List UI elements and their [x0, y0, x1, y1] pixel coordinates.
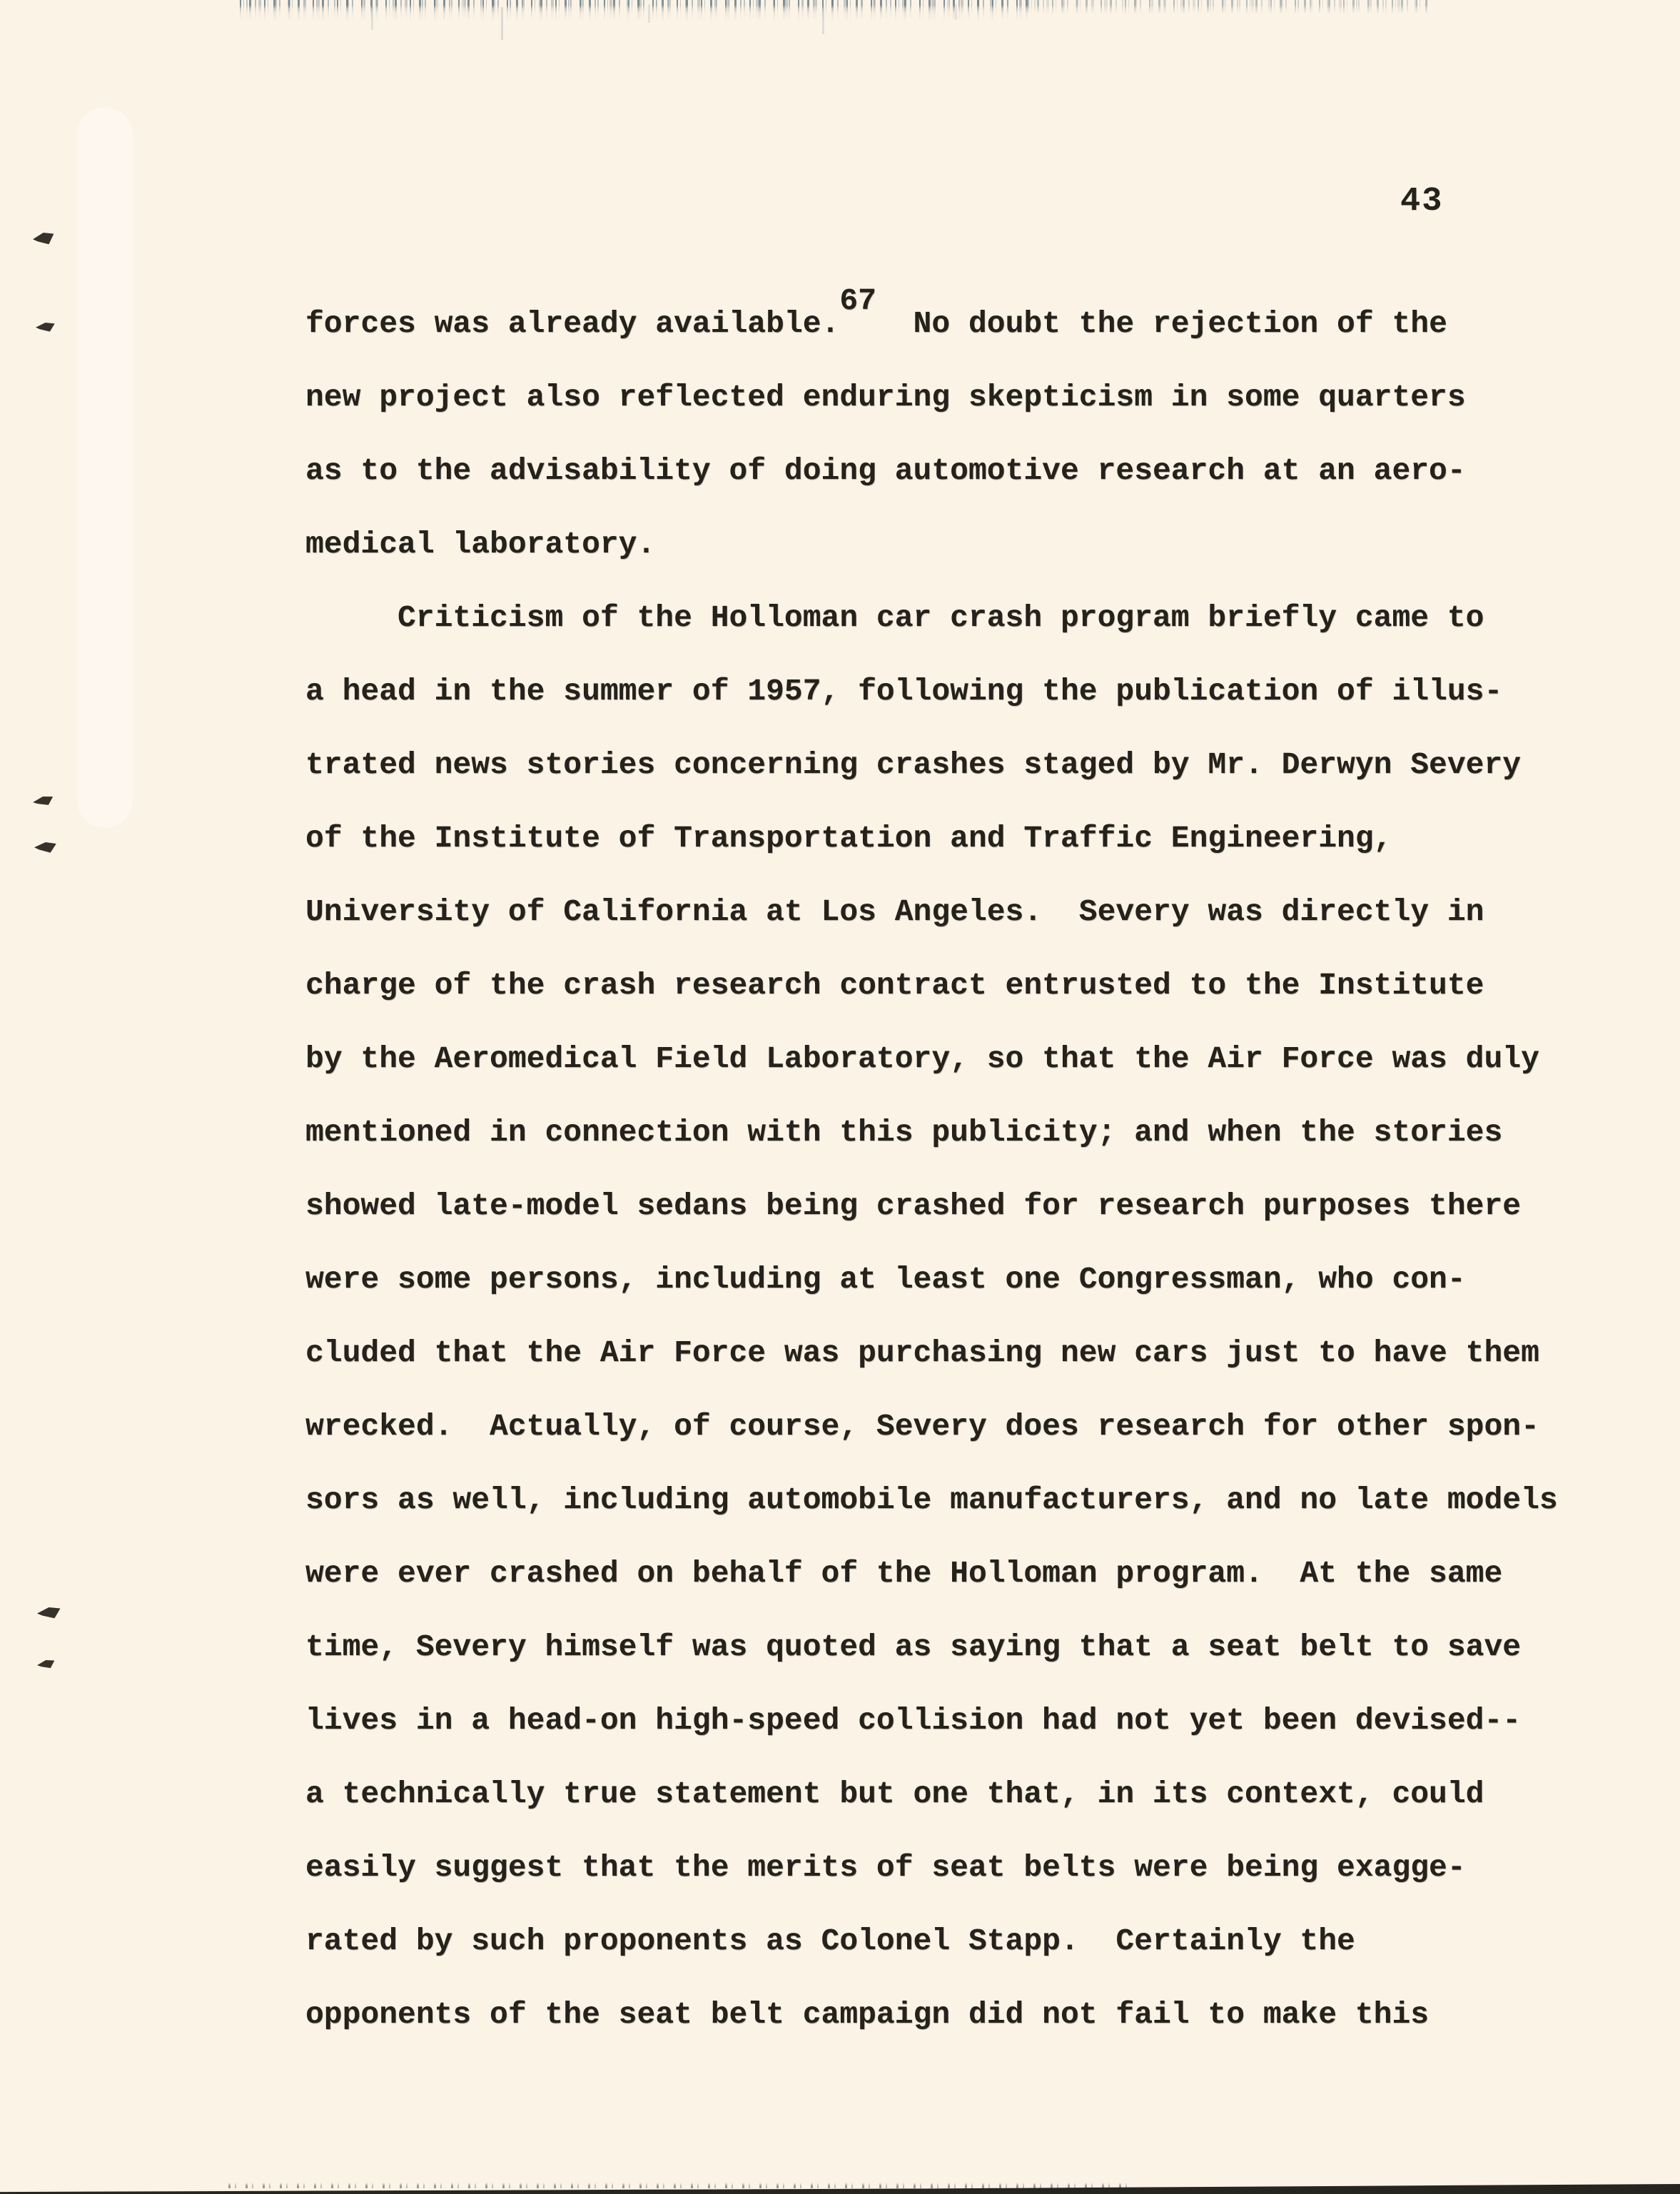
scan-noise-drip	[501, 7, 503, 40]
text-line: cluded that the Air Force was purchasing new cars just to have them	[305, 1335, 1539, 1370]
text-line	[305, 283, 1583, 360]
text-line: were some persons, including at least one Congressman, who con-	[305, 1262, 1466, 1297]
text-line: showed late-model sedans being crashed for research purposes there	[305, 1188, 1522, 1223]
margin-mark	[36, 1659, 55, 1669]
text-line: medical laboratory.	[305, 527, 656, 562]
margin-mark	[36, 322, 56, 333]
margin-mark	[34, 841, 57, 853]
scan-noise-drip	[822, 6, 824, 34]
text-line: were ever crashed on behalf of the Holloman program. At the same	[305, 1556, 1503, 1591]
text-line: wrecked. Actually, of course, Severy does research for other spon-	[305, 1409, 1539, 1444]
text-line: a technically true statement but one that, in its context, could	[305, 1776, 1484, 1811]
margin-mark	[32, 231, 55, 246]
text-line: rated by such proponents as Colonel Stapp. Certainly the	[305, 1923, 1355, 1958]
scan-streak	[77, 107, 133, 828]
margin-mark	[32, 795, 54, 807]
scan-noise-top-right	[1028, 0, 1427, 13]
text-line: a head in the summer of 1957, following the publication of illus-	[305, 674, 1503, 709]
text-line: sors as well, including automobile manufacturers, and no late models	[305, 1482, 1558, 1517]
text-line: lives in a head-on high-speed collision had not yet been devised--	[305, 1703, 1522, 1738]
text-line: opponents of the seat belt campaign did not fail to make this	[305, 1997, 1429, 2032]
scan-noise-drip	[648, 4, 650, 23]
scan-noise-top	[240, 0, 1028, 21]
text-line: new project also reflected enduring skepticism in some quarters	[305, 380, 1466, 415]
text-segment: No doubt the rejection of the	[876, 306, 1447, 341]
page-number: 43	[1400, 183, 1444, 221]
scan-noise-bottom	[228, 2183, 1128, 2188]
typed-text	[305, 283, 1583, 2051]
text-line: Criticism of the Holloman car crash program briefly came to	[305, 600, 1484, 635]
text-line: of the Institute of Transportation and Traffic Engineering,	[305, 821, 1392, 856]
footnote-superscript: 67	[839, 283, 876, 319]
margin-mark	[36, 1607, 61, 1620]
text-line: charge of the crash research contract entrusted to the Institute	[305, 968, 1484, 1003]
scan-noise-drip	[371, 6, 373, 30]
text-line: time, Severy himself was quoted as saying that a seat belt to save	[305, 1629, 1522, 1664]
text-line: University of California at Los Angeles. Severy was directly in	[305, 894, 1484, 929]
text-line: mentioned in connection with this publicity; and when the stories	[305, 1115, 1503, 1150]
text-line: trated news stories concerning crashes staged by Mr. Derwyn Severy	[305, 747, 1522, 782]
text-segment: forces was already available.	[305, 306, 840, 341]
text-line: by the Aeromedical Field Laboratory, so that the Air Force was duly	[305, 1041, 1539, 1076]
text-line: as to the advisability of doing automotive research at an aero-	[305, 453, 1466, 488]
text-line: easily suggest that the merits of seat belts were being exagge-	[305, 1850, 1466, 1885]
scan-noise-drip	[955, 4, 957, 20]
